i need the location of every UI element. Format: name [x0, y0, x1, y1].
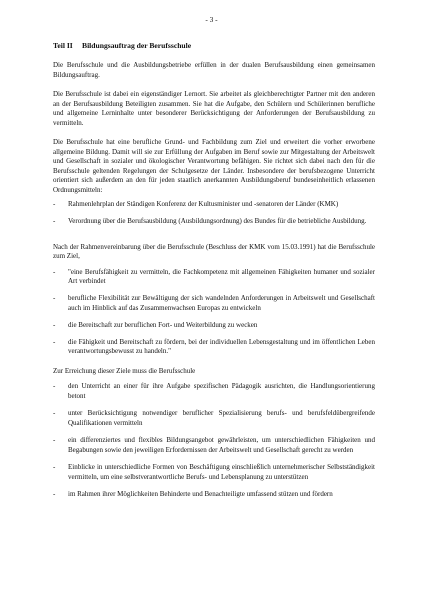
page-number: - 3 -: [205, 15, 218, 24]
list-dash: -: [53, 409, 56, 417]
list-item: [53, 200, 375, 210]
list-item: [53, 463, 375, 482]
list-dash: -: [53, 436, 56, 444]
list-item: [53, 436, 375, 455]
list-ordnungsmittel: [53, 200, 375, 227]
list-item: [53, 321, 375, 331]
list-item: [53, 268, 375, 287]
paragraph-ziele: Die Berufsschule hat eine berufliche Grund- und Fachbildung zum Ziel und erweitert die vorher erworbene allgemeine Bildung. Damit will sie zur Erfüllung der Aufgaben im Beruf sowie zur Mitgestaltung der Arbeitswelt und Gesellschaft in sozialer und ökologischer Verantwortung befähigen. Sie richtet sich dabei nach den für die Berufsschule geltenden Regelungen der Schulgesetze der Länder. Insbesondere der berufsbezogene Unterricht orientiert sich außerdem an den für jeden staatlich anerkannten Ausbildungsberuf bundeseinheitlich erlassenen Ordnungsmitteln:: [53, 138, 375, 194]
list-item-text: berufliche Flexibilität zur Bewältigung der sich wandelnden Anforderungen in Arbeitswelt und Gesellschaft auch im Hinblick auf das Zusammenwachsen Europas zu entwickeln: [68, 294, 375, 312]
list-dash: -: [53, 337, 56, 346]
list-item-text: die Fähigkeit und Bereitschaft zu fördern, bei der individuellen Lebensgestaltung und im öffentlichen Leben verantwortungsbewusst zu handeln.": [68, 337, 375, 355]
paragraph-erreichung: Zur Erreichung dieser Ziele muss die Berufsschule: [53, 366, 196, 375]
page-content: [53, 41, 375, 510]
list-item: [53, 217, 375, 227]
list-item: [53, 294, 375, 313]
section-title: Bildungsauftrag der Berufsschule: [82, 41, 192, 50]
list-item-text: unter Berücksichtigung notwendiger beruflicher Spezialisierung berufs- und berufsfeldübergreifende Qualifikationen vermitteln: [68, 409, 375, 427]
list-massnahmen: [53, 382, 375, 500]
list-item-text: "eine Berufsfähigkeit zu vermitteln, die Fachkompetenz mit allgemeinen Fähigkeiten humaner und sozialer Art verbindet: [68, 267, 375, 285]
list-dash: -: [53, 490, 56, 498]
paragraph-kmk: Nach der Rahmenvereinbarung über die Berufsschule (Beschluss der KMK vom 15.03.1991) hat die Berufsschule zum Ziel,: [53, 242, 375, 260]
list-dash: -: [53, 294, 56, 302]
list-dash: -: [53, 463, 56, 471]
section-number: Teil II: [53, 41, 73, 50]
paragraph-lernort: Die Berufsschule ist dabei ein eigenständiger Lernort. Sie arbeitet als gleichberechtigter Partner mit den anderen an der Berufsausbildung Beteiligten zusammen. Sie hat die Aufgabe, den Schülern und Schülerinnen berufliche und allgemeine Lerninhalte unter besonderer Berücksichtigung der Anforderungen der Berufsausbildung zu vermitteln.: [53, 90, 375, 127]
list-item-text: ein differenziertes und flexibles Bildungsangebot gewährleisten, um unterschiedlichen Fähigkeiten und Begabungen sowie den jeweiligen Erfordernissen der Arbeitswelt und Gesellschaft gerecht zu werden: [68, 436, 375, 454]
list-item: [53, 338, 375, 357]
list-dash: -: [53, 320, 56, 329]
list-ziele: [53, 268, 375, 357]
list-item: [53, 490, 375, 500]
list-item: [53, 382, 375, 401]
list-item-text: die Bereitschaft zur beruflichen Fort- und Weiterbildung zu wecken: [68, 320, 258, 329]
list-dash: -: [53, 382, 56, 390]
list-item-text: Rahmenlehrplan der Ständigen Konferenz der Kultusminister und -senatoren der Länder (KMK): [68, 200, 339, 208]
list-dash: -: [53, 200, 56, 208]
list-dash: -: [53, 267, 56, 276]
list-item: [53, 409, 375, 428]
list-item-text: Einblicke in unterschiedliche Formen von Beschäftigung einschließlich unternehmerischer Selbstständigkeit vermitteln, um eine selbstverantwortliche Berufs- und Lebensplanung zu unterstützen: [68, 463, 375, 481]
list-item-text: den Unterricht an einer für ihre Aufgabe spezifischen Pädagogik ausrichten, die Handlungsorientierung betont: [68, 382, 375, 400]
paragraph-intro: Die Berufsschule und die Ausbildungsbetriebe erfüllen in der dualen Berufsausbildung einen gemeinsamen Bildungsauftrag.: [53, 61, 375, 79]
list-item-text: im Rahmen ihrer Möglichkeiten Behinderte und Benachteiligte umfassend stützen und fördern: [68, 490, 333, 498]
section-heading: [53, 41, 375, 51]
list-dash: -: [53, 217, 56, 225]
list-item-text: Verordnung über die Berufsausbildung (Ausbildungsordnung) des Bundes für die betriebliche Ausbildung.: [68, 217, 367, 225]
